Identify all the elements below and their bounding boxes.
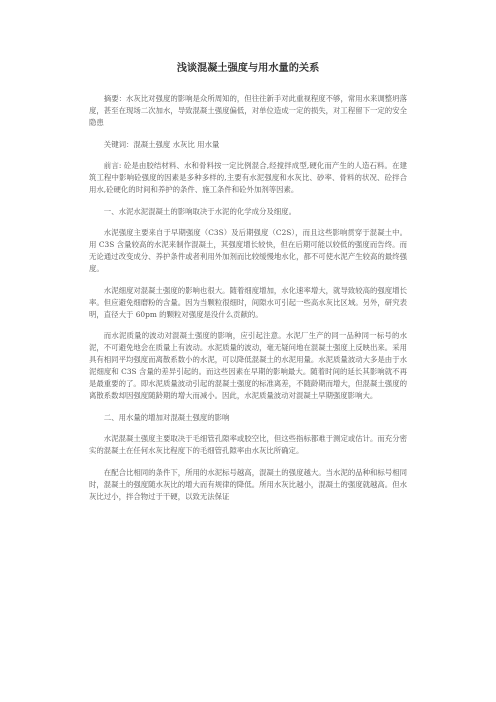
abstract-paragraph: 摘要：水灰比对强度的影响是众所周知的，但往往新手对此重视程度不够，常用水来调整坍落度，甚至在现场二次加水，导致混凝土强度偏低，对单位造成一定的损失，对工程留下一定的安全隐患 [89,94,407,127]
section-2-heading: 二、用水量的增加对混凝土强度的影响 [103,412,230,422]
section-1-paragraph-2: 水泥细度对混凝土强度的影响也很大。随着细度增加，水化速率增大，就导致较高的强度增长率。但应避免细磨粉的含量。因为当颗粒很细时，间隙水可引起一些高水灰比区域。另外，研究表明，直径大于 60pm 的颗粒对强度是没什么贡献的。 [89,285,407,319]
section-1-heading: 一、水泥水泥混凝土的影响取决于水泥的化学成分及细度。 [103,206,296,216]
section-2-paragraph-1: 水泥混凝土强度主要取决于毛细管孔隙率或胶空比，但这些指标都难于测定或估计。而充分密实的混凝土在任何水灰比程度下的毛细管孔隙率由水灰比所确定。 [89,434,407,455]
document-title: 浅谈混凝土强度与用水量的关系 [176,63,320,74]
preface-paragraph: 前言: 砼是由胶结材料、水和骨料按一定比例混合,经搅拌成型,硬化而产生的人造石料。在建筑工程中影响砼强度的因素是多种多样的,主要有水泥强度和水灰比、砂率、骨料的状况、砼拌合用水,砼硬化的时间和养护的条件、施工条件和砼外加剂等因素。 [89,161,407,194]
document-page [89,62,407,512]
keywords-line: 关键词：混凝土强度 水灰比 用水量 [103,139,220,149]
section-2-paragraph-2: 在配合比相同的条件下，所用的水泥标号越高，混凝土的强度越大。当水泥的品种和标号相同时，混凝土的强度随水灰比的增大而有规律的降低。所用水灰比越小，混凝土的强度就越高。但水灰比过小，拌合物过于干硬，以致无法保证 [89,467,407,501]
section-1-paragraph-1: 水泥强度主要来自于早期强度（C3S）及后期强度（C2S），而且这些影响贯穿于混凝土中。用 C3S 含量较高的水泥来制作混凝土，其强度增长较快，但在后期可能以较低的强度而告终。而无论通过改变成分、养护条件或者利用外加剂而比较缓慢地水化，都不可使水泥产生较高的最终强度。 [89,228,407,273]
section-1-paragraph-3: 而水泥质量的波动对混凝土强度的影响，应引起注意。水泥厂生产的同一品种同一标号的水泥，不可避免地会在质量上有波动。水泥质量的波动，毫无疑问地在混凝土强度上反映出来。采用具有相同平均强度而离散系数小的水泥，可以降低混凝土的水泥用量。水泥质量波动大多是由于水泥细度和 C3S 含量的差异引起的。而这些因素在早期的影响最大。随着时间的延长其影响就不再是最重要的了。即水泥质量波动引起的混凝土强度的标准离差，不随龄期而增大，但混凝土强度的离散系数却因强度随龄期的增大而减小。因此，水泥质量波动对混凝土早期强度影响大。 [89,331,407,400]
